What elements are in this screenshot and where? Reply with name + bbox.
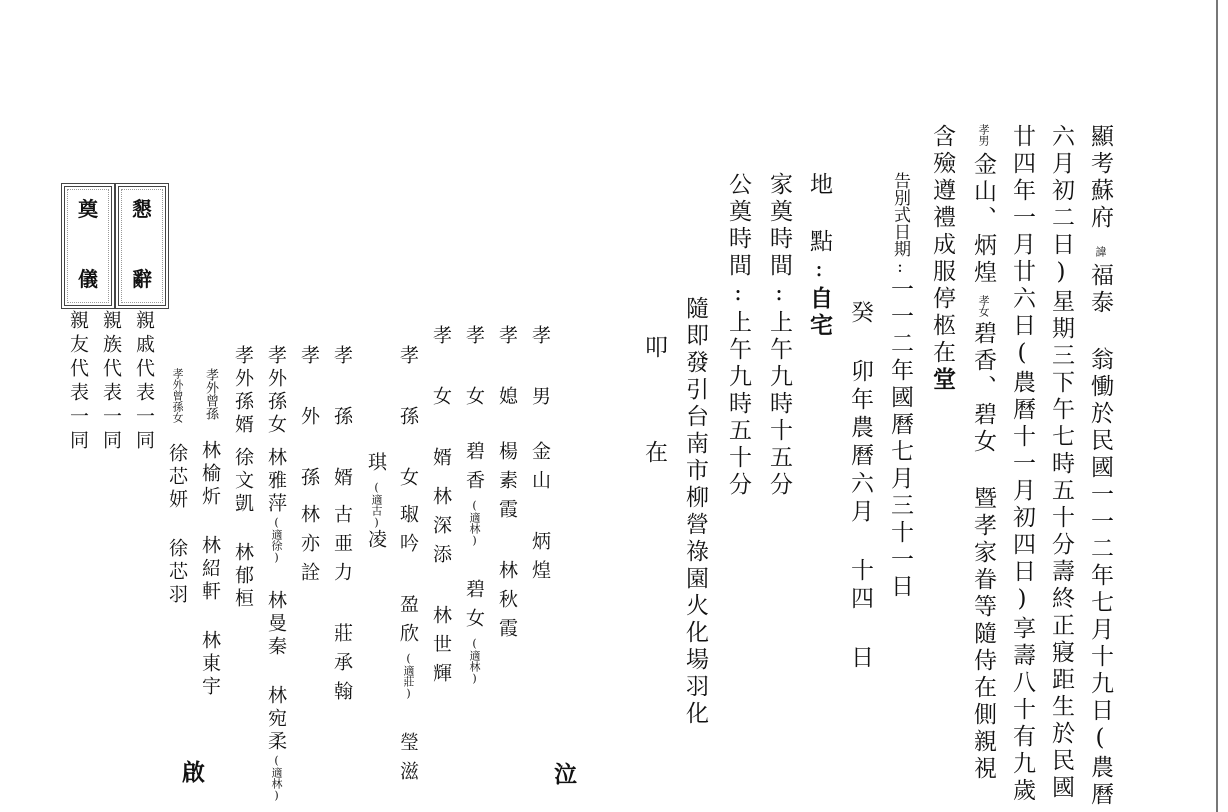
box-char: 奠 <box>78 197 98 221</box>
mourner-row: 孝外曾孫林榆炘 林紹軒 林東宇 <box>199 368 221 699</box>
representative-clan: 親族代表一同 <box>100 310 122 454</box>
page-edge <box>1216 0 1218 812</box>
box-char: 辭 <box>132 267 152 291</box>
notice-line-2: 六月初二日)星期三下午七時五十分壽終正寢距生於民國 <box>1048 124 1074 802</box>
mourner-row: 孝外孫婿徐文凱 林郁桓 <box>232 345 254 611</box>
mourner-row: 孝外孫女林雅萍(適徐) 林曼秦 林宛柔(適林) <box>265 345 287 802</box>
mourner-row: 孝外曾孫女徐芯妍 徐芯羽 <box>166 368 188 607</box>
closing-qi2: 啟 <box>178 760 205 787</box>
family-ceremony-time: 家奠時間:上午九時十五分 <box>766 172 792 499</box>
place: 地 點:自宅 <box>806 172 833 340</box>
representative-relatives: 親戚代表一同 <box>133 310 155 454</box>
mourner-row: 孝 外 孫林亦詮 <box>298 345 320 591</box>
representative-friends: 親友代表一同 <box>67 310 89 454</box>
notice-line-1: 顯考蘇府諱福泰 翁慟於民國一一二年七月十九日(農曆 <box>1087 124 1113 809</box>
farewell-date: 告別式日期:一一二年國曆七月三十一日 <box>887 172 913 601</box>
mourner-row: 孝 媳楊素霞 林秋霞 <box>496 325 518 647</box>
box-char: 懇 <box>132 197 152 221</box>
notice-line-5: 含殮遵禮成服停柩在堂 <box>929 124 956 394</box>
mourner-row: 孝 孫 婿古亜力 莊承翰 <box>331 345 353 710</box>
notice-line-4: 孝男金山、炳煌孝女碧香、碧女 暨孝家眷等隨侍在側親視 <box>970 124 996 783</box>
mourner-row: 孝 女 婿林深添 林世輝 <box>430 325 452 692</box>
notice-line-3: 廿四年一月廿六日(農曆十一月初四日)享壽八十有九歲 <box>1009 124 1035 805</box>
mourner-row: 琪(適古)凌 <box>365 452 387 558</box>
mourner-row: 孝 孫 女琡吟 盈欣(適莊) 瑩滋 <box>397 345 419 790</box>
mourner-row: 孝 女碧香(適林) 碧女(適林) <box>463 325 485 685</box>
public-ceremony-time: 公奠時間:上午九時五十分 <box>725 172 751 499</box>
lunar-date: 癸 卯年農曆六月 十四 日 <box>847 300 873 673</box>
closing-kou: 叩 在 <box>641 335 667 491</box>
gift-box <box>61 183 115 309</box>
closing-qi: 泣 <box>550 762 577 789</box>
decline-box <box>115 183 169 309</box>
mourner-row: 孝 男金山 炳煌 <box>529 325 551 589</box>
cremation-info: 隨即發引台南市柳營祿園火化場羽化 <box>682 296 708 728</box>
box-char: 儀 <box>78 267 98 291</box>
